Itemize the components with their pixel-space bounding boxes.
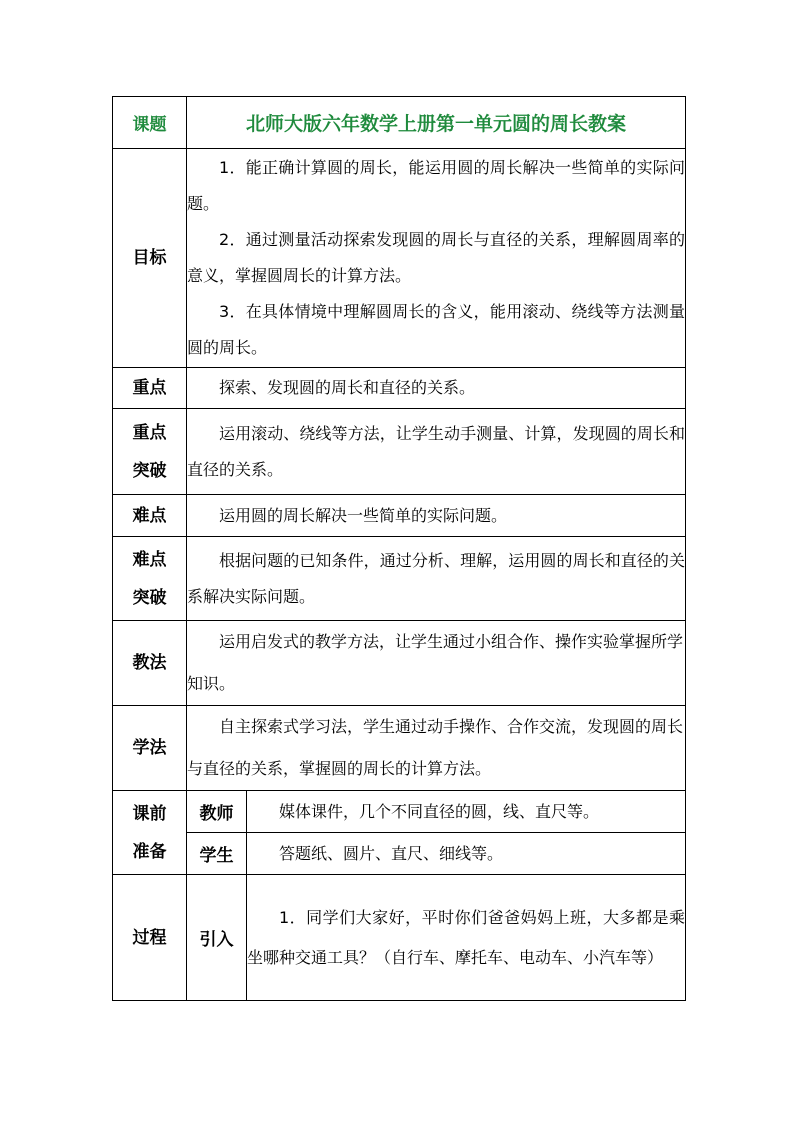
learning-method-row [113,706,686,791]
learning-method-content [187,706,686,791]
key-breakthrough-row [113,409,686,495]
process-label: 过程 [113,875,187,1001]
intro-stage-label: 引入 [187,875,247,1001]
preparation-teacher-row [113,791,686,833]
difficulty-breakthrough-row [113,537,686,621]
key-point-content [187,368,686,409]
intro-content [247,875,686,1001]
goals-content [187,149,686,368]
key-breakthrough-text: 运用滚动、绕线等方法，让学生动手测量、计算，发现圆的周长和直径的关系。 [187,423,686,479]
goal-item-2: 2．通过测量活动探索发现圆的周长与直径的关系，理解圆周率的意义，掌握圆周长的计算方法。 [187,230,686,285]
title-row [113,97,686,149]
difficulty-text: 运用圆的周长解决一些简单的实际问题。 [219,505,508,525]
lesson-title: 北师大版六年数学上册第一单元圆的周长教案 [187,97,686,149]
goals-row [113,149,686,368]
goals-label: 目标 [113,149,187,368]
difficulty-breakthrough-label-1: 难点 [132,549,167,570]
student-label: 学生 [187,833,247,875]
difficulty-content [187,495,686,537]
goal-item-3: 3．在具体情境中理解圆周长的含义，能用滚动、绕线等方法测量圆的周长。 [187,302,686,357]
student-prep-text: 答题纸、圆片、直尺、细线等。 [279,843,504,863]
teaching-method-label: 教法 [113,621,187,706]
key-point-label: 重点 [113,368,187,409]
intro-text: 1．同学们大家好，平时你们爸爸妈妈上班，大多都是乘坐哪种交通工具？（自行车、摩托车、电动车、小汽车等） [247,907,686,967]
learning-method-label: 学法 [113,706,187,791]
teacher-prep-text: 媒体课件，几个不同直径的圆，线、直尺等。 [279,801,600,821]
key-breakthrough-label-2: 突破 [132,460,167,481]
key-breakthrough-label-1: 重点 [132,422,167,443]
teacher-prep-content [247,791,686,833]
difficulty-label: 难点 [113,495,187,537]
key-breakthrough-label [113,409,187,495]
difficulty-breakthrough-text: 根据问题的已知条件，通过分析、理解，运用圆的周长和直径的关系解决实际问题。 [187,550,686,606]
teaching-method-content [187,621,686,706]
preparation-student-row [113,833,686,875]
student-prep-content [247,833,686,875]
preparation-label-2: 准备 [132,841,167,862]
difficulty-breakthrough-label-2: 突破 [132,587,167,608]
learning-method-text: 自主探索式学习法，学生通过动手操作、合作交流，发现圆的周长与直径的关系，掌握圆的周长的计算方法。 [187,717,684,778]
key-point-text: 探索、发现圆的周长和直径的关系。 [219,378,476,397]
lesson-plan-table [112,96,686,1001]
teacher-label: 教师 [187,791,247,833]
goal-item-1: 1．能正确计算圆的周长，能运用圆的周长解决一些简单的实际问题。 [187,158,686,213]
difficulty-breakthrough-label [113,537,187,621]
key-point-row [113,368,686,409]
teaching-method-row [113,621,686,706]
teaching-method-text: 运用启发式的教学方法，让学生通过小组合作、操作实验掌握所学知识。 [187,632,684,693]
difficulty-breakthrough-content [187,537,686,621]
key-breakthrough-content [187,409,686,495]
difficulty-row [113,495,686,537]
process-row [113,875,686,1001]
preparation-label-1: 课前 [132,803,167,824]
preparation-label [113,791,187,875]
title-label: 课题 [113,97,187,149]
